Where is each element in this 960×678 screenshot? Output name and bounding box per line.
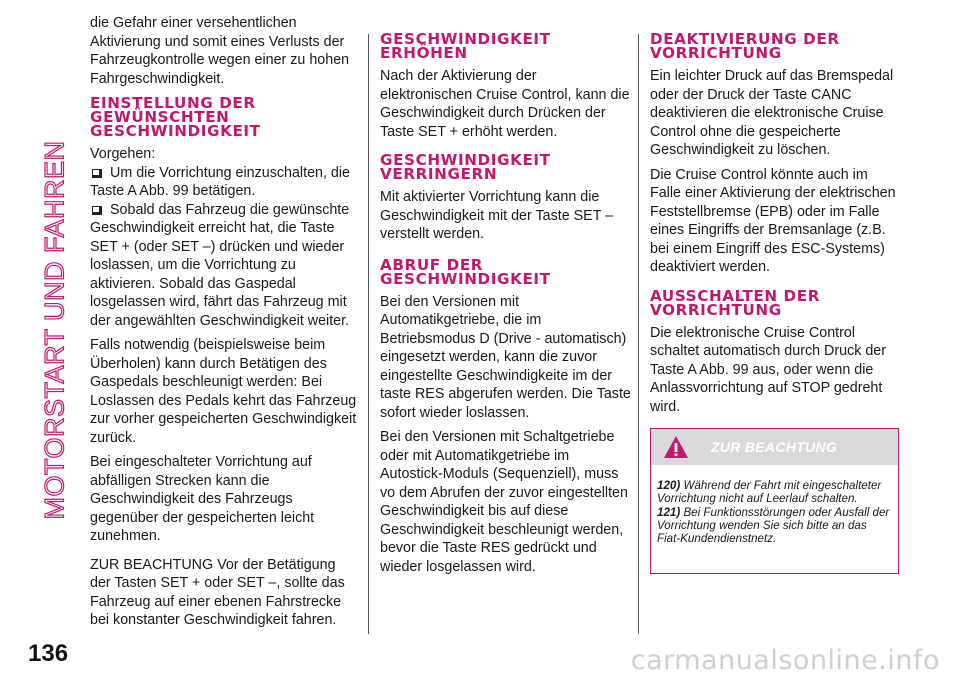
warning-title: ZUR BEACHTUNG [711,439,838,455]
intro-paragraph: die Gefahr einer versehentlichen Aktivierung und somit eines Verlusts der Fahrzeugkontrolle wegen einer zu hohen Fahrgeschwindigkeit. [90,15,350,87]
paragraph: Falls notwendig (beispielsweise beim Überholen) kann durch Betätigen des Gaspedals beschleunigt werden: Bei Loslassen des Pedals kehrt das Fahrzeug zur vorher gespeicherten Geschwindigkeit zurück. [90,337,357,446]
paragraph: Nach der Aktivierung der elektronischen Cruise Control, kann die Geschwindigkeit durch Drücken der Taste SET + erhöht werden. [380,68,630,140]
page-number: 136 [28,640,69,667]
paragraph: Bei eingeschalteter Vorrichtung auf abfälligen Strecken kann die Geschwindigkeit des Fahrzeugs gegenüber der gespeicherten leicht zunehmen. [90,454,315,544]
column-2 [380,20,632,582]
heading-einstellung: EINSTELLUNG DER GEWÜNSCHTEN GESCHWINDIGKEIT [90,94,261,140]
paragraph: Ein leichter Druck auf das Bremspedal oder der Druck der Taste CANC deaktivieren die elektronische Cruise Control ohne die gespeicherte Geschwindigkeit zu löschen. [650,68,894,158]
column-1 [90,14,358,636]
column-divider [638,34,639,634]
step-1: Um die Vorrichtung einzuschalten, die Taste A Abb. 99 betätigen. [90,164,351,199]
checkbox-bullet-icon [92,206,102,215]
warning-header [651,429,898,465]
column-divider [368,34,369,634]
column-3 [650,20,902,422]
heading-deaktivierung: DEAKTIVIERUNG DER VORRICHTUNG [650,30,840,62]
warning-body [651,465,898,545]
watermark: carmanualsonline.info [630,645,940,676]
paragraph: Die elektronische Cruise Control schaltet automatisch durch Druck der Taste A Abb. 99 aus, oder wenn die Anlassvorrichtung auf STOP gedreht wird. [650,324,887,415]
heading-abruf: ABRUF DER GESCHWINDIGKEIT [380,255,551,288]
paragraph: Die Cruise Control könnte auch im Falle einer Aktivierung der elektrischen Feststellbremse (EPB) oder im Falle eines Eingriffs der Bremsanlage (z.B. bei einem Eingriff des ESC-Systems) deaktiviert werden. [650,166,896,275]
note-paragraph: ZUR BEACHTUNG Vor der Betätigung der Tasten SET + oder SET –, sollte das Fahrzeug auf einer ebenen Fahrstrecke bei konstanter Geschwindigkeit fahren. [90,556,345,628]
paragraph: Bei den Versionen mit Schaltgetriebe oder mit Automatikgetriebe im Autostick-Moduls (Sequenziell), muss vo dem Abrufen der zuvor eingestellten Geschwindigkeit bis auf diese Geschwindigkeit beschleunigt werden, bevor die Taste RES gedrückt und wieder losgelassen wird. [380,429,628,575]
warning-item: 121) Bei Funktionsstörungen oder Ausfall der Vorrichtung wenden Sie sich bitte an das Fiat-Kundendienstnetz. [657,505,890,546]
procedure-label: Vorgehen: [90,146,156,162]
heading-verringern: GESCHWINDIGKEIT VERRINGERN [380,151,551,183]
heading-erhoehen: GESCHWINDIGKEIT ERHÖHEN [380,30,551,62]
checkbox-bullet-icon [92,169,102,178]
step-2: Sobald das Fahrzeug die gewünschte Geschwindigkeit erreicht hat, die Taste SET + (oder SET –) drücken und wieder loslassen, um die Vorrichtung zu aktivieren. Sobald das Gaspedal losgelassen wird, fährt das Fahrzeug mit der angewählten Geschwindigkeit weiter. [90,201,350,329]
warning-triangle-icon [663,435,689,459]
heading-ausschalten: AUSSCHALTEN DER VORRICHTUNG [650,286,820,319]
section-title: MOTORSTART UND FAHREN [39,140,70,520]
paragraph: Mit aktivierter Vorrichtung kann die Geschwindigkeit mit der Taste SET – verstellt werden. [380,189,614,242]
warning-item: 120) Während der Fahrt mit eingeschalteter Vorrichtung nicht auf Leerlauf schalten. [657,479,882,506]
paragraph: Bei den Versionen mit Automatikgetriebe, die im Betriebsmodus D (Drive - automatisch) eingesetzt werden, kann die zuvor eingestellte Geschwindigkeite im der taste RES abgerufen werden. Die Taste sofort wieder loslassen. [380,293,631,421]
warning-box [650,428,899,574]
